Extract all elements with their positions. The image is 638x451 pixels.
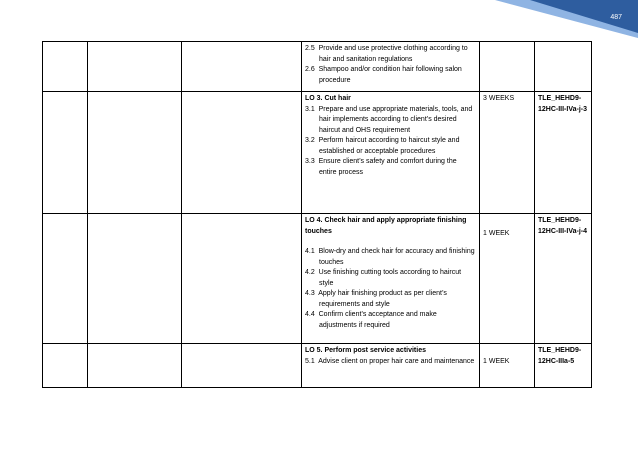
competency-cell	[302, 42, 480, 92]
header-banner	[0, 0, 638, 40]
blank-cell	[182, 344, 302, 388]
list-item: 3.2 Perform haircut according to haircut style and established or acceptable procedures	[305, 137, 460, 155]
page-number: 487	[610, 14, 622, 21]
lo-title: LO 5. Perform post service activities	[305, 347, 426, 354]
blank-cell	[88, 344, 182, 388]
lo-title: LO 3. Cut hair	[305, 95, 351, 102]
blank-cell	[88, 92, 182, 214]
list-item: 2.6 Shampoo and/or condition hair following salon procedure	[305, 66, 462, 84]
blank-cell	[88, 214, 182, 344]
duration-cell: 1 WEEK	[480, 214, 535, 344]
table-row	[43, 344, 592, 388]
duration-cell: 1 WEEK	[480, 344, 535, 388]
competency-cell	[302, 92, 480, 214]
list-item: 3.3 Ensure client’s safety and comfort during the entire process	[305, 158, 457, 176]
list-item: 4.1 Blow-dry and check hair for accuracy and finishing touches	[305, 248, 475, 266]
list-item: 4.3 Apply hair finishing product as per client’s requirements and style	[305, 290, 447, 308]
code-cell: TLE_HEHD9-12HC-IIIa-5	[535, 344, 592, 388]
list-item: 4.4 Confirm client’s acceptance and make adjustments if required	[305, 311, 437, 329]
blank-cell	[182, 92, 302, 214]
competency-cell	[302, 214, 480, 344]
curriculum-table	[42, 41, 592, 388]
code-cell: TLE_HEHD9-12HC-III-IVa-j-3	[535, 92, 592, 214]
list-item: 2.5 Provide and use protective clothing according to hair and sanitation regulations	[305, 45, 468, 63]
duration-cell	[480, 42, 535, 92]
list-item: 5.1 Advise client on proper hair care and maintenance	[305, 357, 475, 365]
table-row	[43, 42, 592, 92]
duration-cell: 3 WEEKS	[480, 92, 535, 214]
competency-cell	[302, 344, 480, 388]
table-row	[43, 92, 592, 214]
blank-cell	[43, 344, 88, 388]
blank-cell	[43, 92, 88, 214]
lo-title: LO 4. Check hair and apply appropriate finishing touches	[305, 217, 467, 235]
list-item: 4.2 Use finishing cutting tools according to haircut style	[305, 269, 462, 287]
code-cell	[535, 42, 592, 92]
blank-cell	[43, 214, 88, 344]
table-row	[43, 214, 592, 344]
blank-cell	[43, 42, 88, 92]
blank-cell	[182, 214, 302, 344]
list-item: 3.1 Prepare and use appropriate materials, tools, and hair implements according to client’s desired haircut and OHS requirement	[305, 105, 473, 134]
code-cell: TLE_HEHD9-12HC-III-IVa-j-4	[535, 214, 592, 344]
blank-cell	[182, 42, 302, 92]
blank-cell	[88, 42, 182, 92]
